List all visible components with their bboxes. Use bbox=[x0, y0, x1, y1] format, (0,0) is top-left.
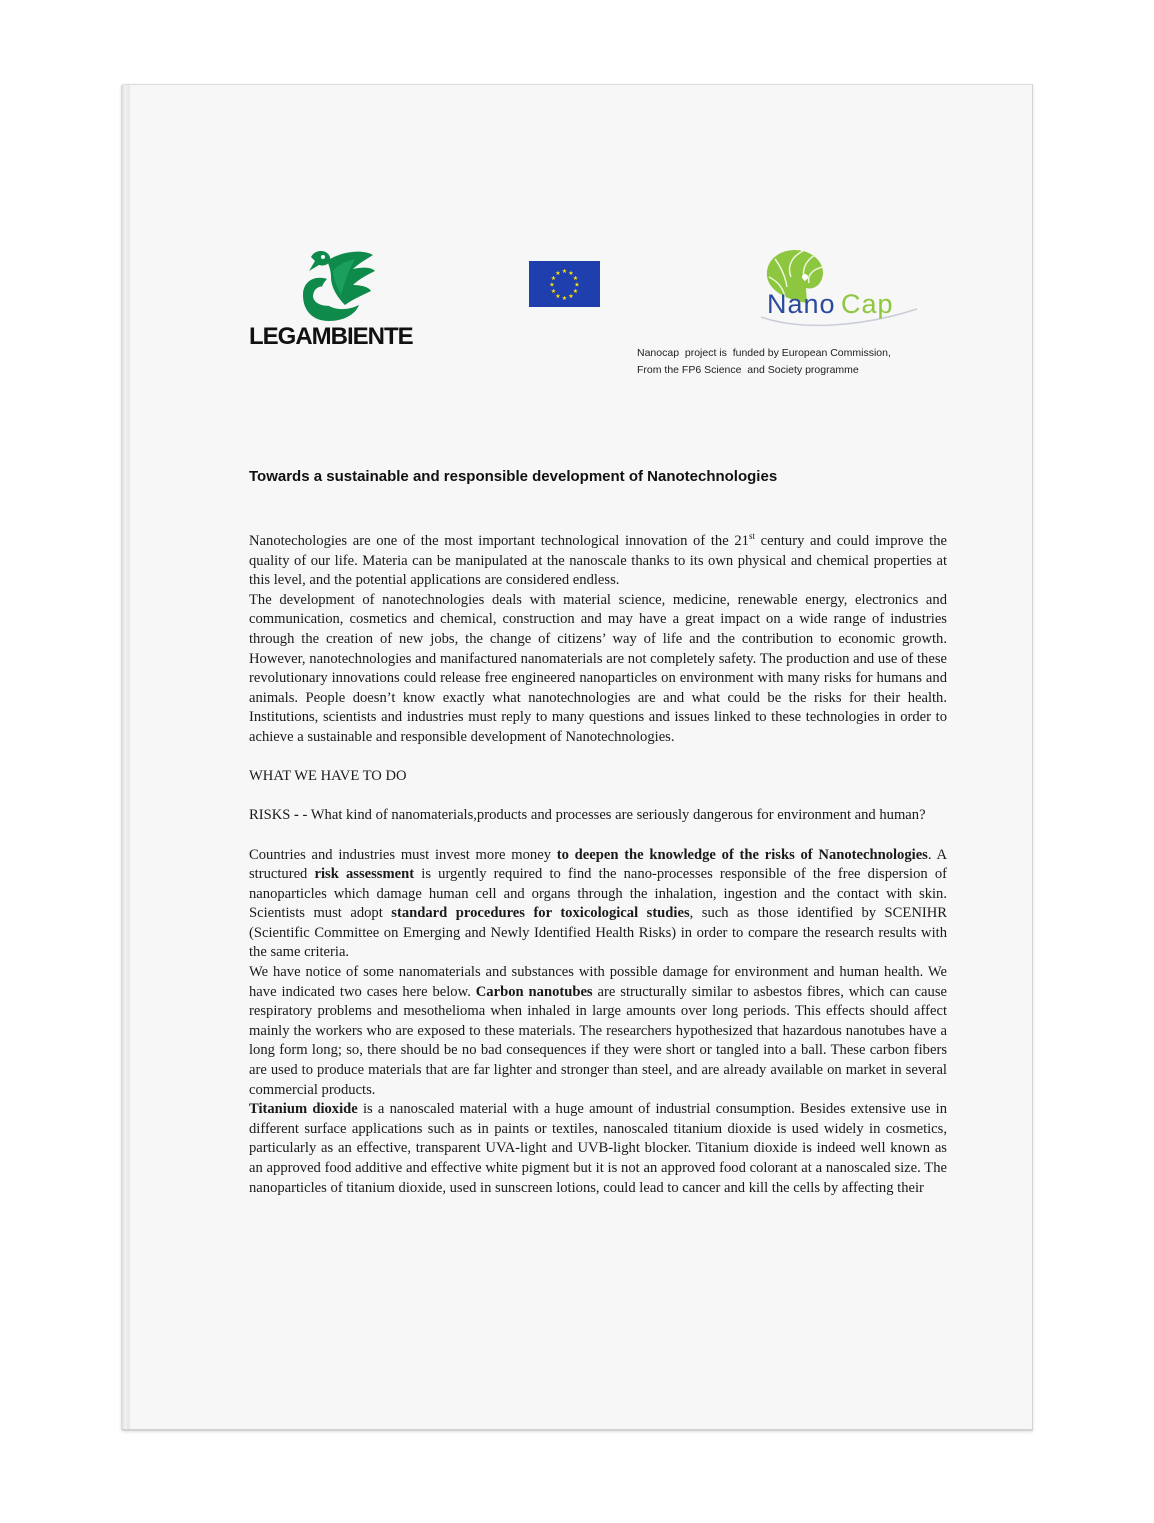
svg-text:★: ★ bbox=[550, 275, 557, 282]
document-body bbox=[249, 532, 947, 1198]
svg-text:★: ★ bbox=[568, 270, 574, 277]
nanocap-logo bbox=[741, 247, 921, 327]
legambiente-wordmark: LEGAMBIENTE bbox=[249, 323, 413, 350]
svg-text:★: ★ bbox=[555, 293, 561, 300]
section-heading: WHAT WE HAVE TO DO bbox=[249, 768, 407, 785]
legambiente-logo bbox=[249, 245, 429, 355]
eu-flag-icon bbox=[529, 261, 600, 307]
svg-text:Cap: Cap bbox=[841, 289, 894, 319]
titanium-dioxide-paragraph: Titanium dioxide is a nanoscaled material with a huge amount of industrial consumption. Besides extensive use in different surface applications such as in paints or textiles, nanoscaled titanium dioxide is used widely in cosmetics, particularly as an effective, transparent UVA-light and UVB-light blocker. Titanium dioxide is indeed well known as an approved food additive and effective white pigment but it is not an approved food colorant at a nanoscaled size. The nanoparticles of titanium dioxide, used in sunscreen lotions, could lead to cancer and kill the cells by affecting their bbox=[249, 1101, 948, 1196]
svg-text:★: ★ bbox=[568, 293, 574, 300]
intro-paragraph: Nanotechologies are one of the most important technological innovation of the 21st century and could improve the quality of our life. Materia can be manipulated at the nanoscale thanks to its own physical and chemical properties at this level, and the potential applications are considered endless. bbox=[249, 531, 947, 589]
carbon-nanotubes-paragraph: We have notice of some nanomaterials and substances with possible damage for environment and human health. We have indicated two cases here below. Carbon nanotubes are structurally similar to asbestos fibres, which can cause respiratory problems and mesothelioma when inhaled in large amounts over long periods. This effects should affect mainly the workers who are exposed to these materials. The researchers hypothesized that hazardous nanotubes have a long form long; so, there should be no bad consequences if they were short or tangled into a ball. These carbon fibers are used to produce materials that are far lighter and stronger than steel, and are already available on market in several commercial products. bbox=[249, 964, 947, 1098]
document-page bbox=[121, 84, 1033, 1431]
funding-caption bbox=[637, 345, 891, 379]
svg-text:★: ★ bbox=[574, 281, 580, 289]
svg-text:★: ★ bbox=[572, 275, 579, 282]
svg-text:Nano: Nano bbox=[767, 289, 836, 319]
svg-text:★: ★ bbox=[561, 268, 568, 275]
funding-caption-line2: From the FP6 Science and Society programme bbox=[637, 364, 859, 376]
svg-text:★: ★ bbox=[555, 270, 561, 277]
document-title: Towards a sustainable and responsible development of Nanotechnologies bbox=[249, 468, 778, 485]
development-paragraph: The development of nanotechnologies deals with material science, medicine, renewable energy, electronics and communication, cosmetics and chemical, construction and may have a great impact on a wide range of industries through the creation of new jobs, the change of citizens’ way of life and the contribution to economic growth. However, nanotechnologies and manifactured nanomaterials are not completely safety. The production and use of these revolutionary innovations could release free engineered nanoparticles on environment with many risks for humans and animals. People doesn’t know exactly what nanotechnologies are and what could be the risks for their health. Institutions, scientists and industries must reply to many questions and issues linked to these technologies in order to achieve a sustainable and responsible development of Nanotechnologies. bbox=[249, 591, 947, 745]
risks-question: RISKS - - What kind of nanomaterials,products and processes are seriously dangerous for environment and human? bbox=[249, 807, 926, 824]
funding-caption-line1: Nanocap project is funded by European Commission, bbox=[637, 347, 891, 359]
svg-text:★: ★ bbox=[549, 281, 555, 289]
page-spine bbox=[121, 85, 131, 1429]
swan-icon bbox=[297, 245, 377, 323]
svg-text:★: ★ bbox=[561, 295, 568, 302]
svg-text:★: ★ bbox=[550, 288, 557, 295]
svg-text:★: ★ bbox=[572, 288, 579, 295]
risk-assessment-paragraph: Countries and industries must invest more money to deepen the knowledge of the risks of Nanotechnologies. A structured risk assessment is urgently required to find the nano-processes responsible of the free dispersion of nanoparticles which damage human cell and organs through the inhalation, ingestion and the contact with skin. Scientists must adopt standard procedures for toxicological studies, such as those identified by SCENIHR (Scientific Committee on Emerging and Newly Identified Health Risks) in order to compare the research results with the same criteria. bbox=[249, 846, 948, 961]
